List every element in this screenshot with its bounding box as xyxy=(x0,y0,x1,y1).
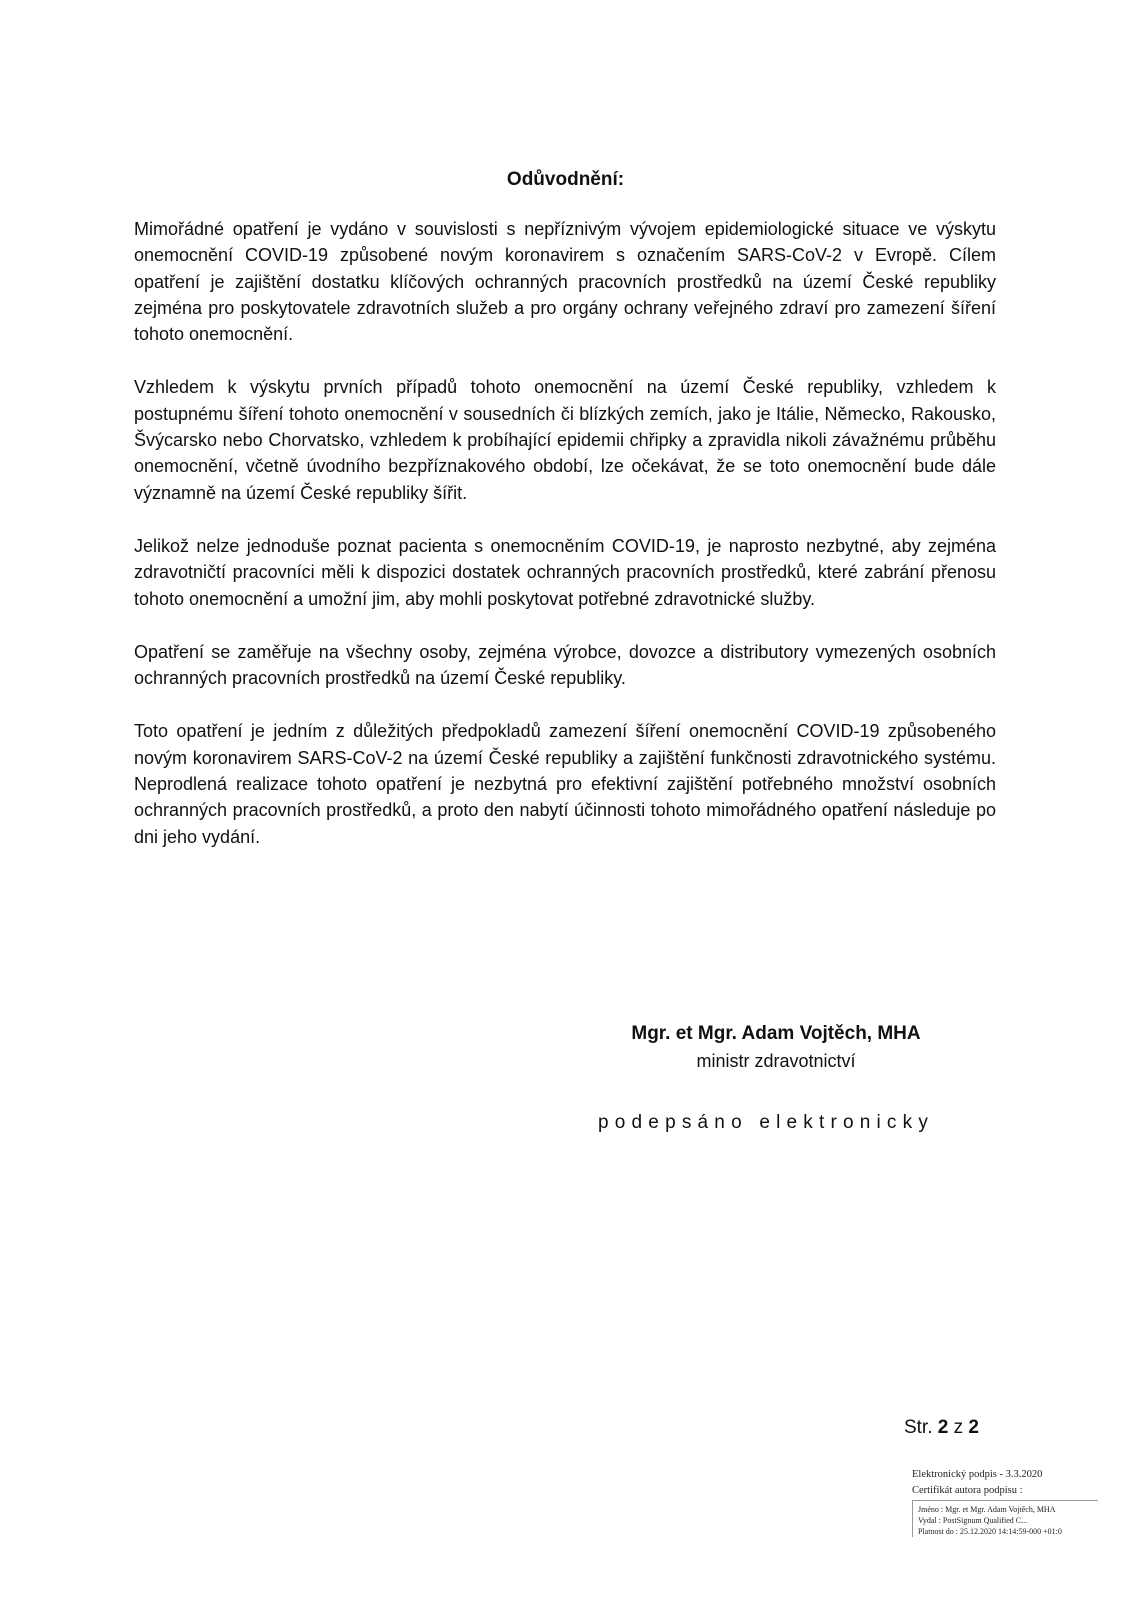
justification-body xyxy=(134,216,996,850)
page-number xyxy=(904,1416,979,1440)
paragraph-1: Mimořádné opatření je vydáno v souvislosti s nepříznivým vývojem epidemiologické situace ve výskytu onemocnění COVID-19 způsobené novým koronavirem s označením SARS-CoV-2 v Evropě. Cílem opatření je zajištění dostatku klíčových ochranných pracovních prostředků na území České republiky zejména pro poskytovatele zdravotních služeb a pro orgány ochrany veřejného zdraví pro zamezení šíření tohoto onemocnění. xyxy=(134,219,996,345)
paragraph-2: Vzhledem k výskytu prvních případů tohoto onemocnění na území České republiky, vzhledem k postupnému šíření tohoto onemocnění v sousedních či blízkých zemích, jako je Itálie, Německo, Rakousko, Švýcarsko nebo Chorvatsko, vzhledem k probíhající epidemii chřipky a zpravidla nikoli závažnému průběhu onemocnění, včetně úvodního bezpříznakového období, lze očekávat, že se toto onemocnění bude dále významně na území České republiky šířit. xyxy=(134,377,996,503)
esig-name: Jméno : Mgr. et Mgr. Adam Vojtěch, MHA xyxy=(918,1505,1056,1514)
page-number-prefix: Str. xyxy=(903,1417,933,1438)
paragraph-3: Jelikož nelze jednoduše poznat pacienta s onemocněním COVID-19, je naprosto nezbytné, aby zejména zdravotničtí pracovníci měli k dispozici dostatek ochranných pracovních prostředků, které zabrání přenosu tohoto onemocnění a umožní jim, aby mohli poskytovat potřebné zdravotnické služby. xyxy=(134,535,996,609)
esig-details xyxy=(912,1500,1098,1537)
esig-validity: Platnost do : 25.12.2020 14:14:59-000 +01:0 xyxy=(918,1527,1062,1536)
esig-issuer: Vydal : PostSignum Qualified C... xyxy=(918,1516,1028,1525)
esig-cert-label: Certifikát autora podpisu : xyxy=(912,1485,1023,1496)
page-number-separator: z xyxy=(953,1417,964,1438)
page-number-current: 2 xyxy=(937,1417,949,1438)
paragraph-4: Opatření se zaměřuje na všechny osoby, zejména výrobce, dovozce a distributory vymezených osobních ochranných pracovních prostředků na území České republiky. xyxy=(134,641,996,689)
paragraph-5: Toto opatření je jedním z důležitých předpokladů zamezení šíření onemocnění COVID-19 způsobeného novým koronavirem SARS-CoV-2 na území České republiky a zajištění funkčnosti zdravotnického systému. Neprodlená realizace tohoto opatření je nezbytná pro efektivní zajištění potřebného množství osobních ochranných pracovních prostředků, a proto den nabytí účinnosti tohoto mimořádného opatření následuje po dni jeho vydání. xyxy=(134,721,996,847)
electronic-signature-stamp xyxy=(912,1468,1122,1537)
page-number-total: 2 xyxy=(968,1417,979,1438)
esig-date-line: Elektronický podpis - 3.3.2020 xyxy=(912,1469,1043,1480)
section-heading: Odůvodnění: xyxy=(506,169,625,190)
signer-name: Mgr. et Mgr. Adam Vojtěch, MHA xyxy=(631,1023,921,1044)
signed-electronically-note: podepsáno elektronicky xyxy=(598,1112,935,1133)
signer-role: ministr zdravotnictví xyxy=(696,1051,856,1071)
